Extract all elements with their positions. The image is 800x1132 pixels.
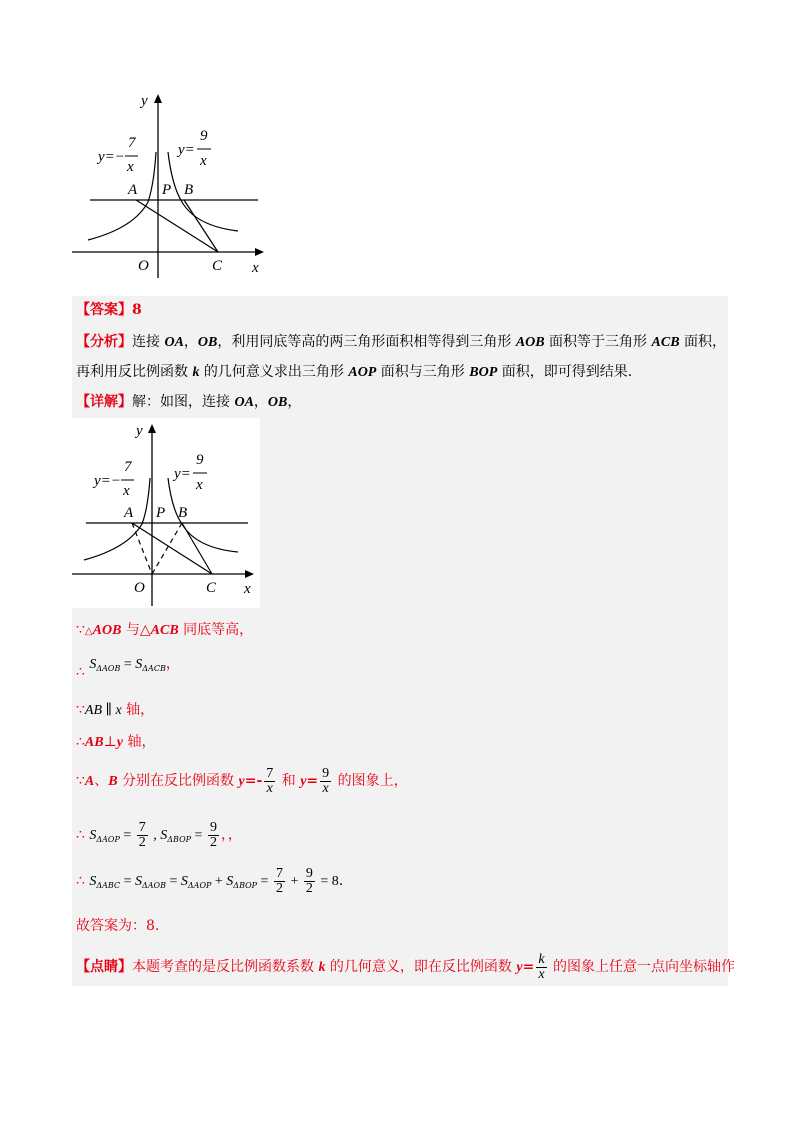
analysis-ob: OB — [197, 335, 218, 350]
therefore-symbol: ∴ — [76, 664, 85, 680]
fraction-den: x — [264, 781, 275, 796]
fig2-left-eq-lhs: y=− — [94, 473, 121, 489]
answer-tag: 【答案】 — [76, 302, 132, 318]
fraction-den: x — [320, 781, 331, 796]
analysis-sep: ， — [183, 334, 198, 350]
detail-text: ， — [287, 394, 302, 410]
step-2-text: ， — [165, 656, 180, 672]
step-5 — [76, 764, 408, 799]
fraction-den: 2 — [305, 880, 313, 896]
step-7-eq: = — [257, 874, 272, 889]
step-7-sub: ΔAOB — [141, 881, 166, 890]
fig1-left-eq-lhs: y=− — [98, 149, 125, 165]
because-symbol: ∵ — [76, 773, 85, 789]
fig1-right-eq-den: x — [200, 153, 207, 169]
analysis-text: 再利用反比例函数 — [76, 364, 193, 380]
therefore-symbol: ∴ — [76, 827, 85, 843]
answer-value: 8 — [132, 302, 142, 318]
analysis-text: ，利用同底等高的两三角形面积相等得到三角形 — [217, 334, 516, 350]
fraction-num: 9 — [322, 765, 330, 781]
step-7-sub: ΔBOP — [233, 881, 258, 890]
comment-text: 的几何意义，即在反比例函数 — [325, 959, 517, 975]
step-5-text: 和 — [277, 773, 301, 789]
answer-line — [76, 300, 142, 320]
fig2-label-a: A — [124, 505, 134, 521]
step-2-sub: ΔACB — [142, 664, 166, 673]
analysis-text: 面积等于三角形 — [544, 334, 652, 350]
fraction-den: 2 — [275, 880, 283, 896]
step-5-eq: = — [306, 773, 319, 789]
fig2-label-b: B — [178, 505, 188, 521]
figure-1 — [72, 88, 272, 288]
step-5-a: A — [84, 774, 95, 789]
because-symbol: ∵ — [76, 702, 85, 718]
step-7 — [76, 864, 343, 903]
step-1 — [76, 620, 253, 642]
final-answer — [76, 916, 159, 936]
analysis-bop: BOP — [469, 365, 498, 380]
fraction-7-over-2 — [137, 821, 148, 850]
step-7-result: = 8 — [316, 874, 339, 889]
fig2-label-p: P — [156, 505, 166, 521]
triangle-symbol: △ — [84, 626, 93, 637]
analysis-text: 的几何意义求出三角形 — [199, 364, 349, 380]
analysis-aob: AOB — [515, 335, 545, 350]
fig2-right-eq-lhs: y= — [174, 466, 191, 482]
step-6-eq: = — [191, 828, 206, 843]
fig2-segment-ob — [152, 523, 182, 574]
fig2-label-c: C — [206, 580, 217, 596]
fraction-den: 2 — [138, 834, 146, 850]
detail-ob: OB — [267, 395, 288, 410]
step-7-plus: + — [286, 874, 302, 889]
fig2-segment-oa — [132, 523, 152, 574]
step-7-eq: = — [120, 874, 135, 889]
comment-tag: 【点睛】 — [76, 959, 132, 975]
step-5-y: y — [300, 774, 307, 789]
fig2-segment-ac — [132, 523, 212, 574]
step-6 — [76, 818, 242, 857]
step-4 — [76, 732, 155, 753]
analysis-text: 面积， — [679, 334, 726, 350]
step-7-s: S — [226, 874, 234, 889]
figure-1-svg — [72, 88, 272, 288]
step-2-s: S — [89, 657, 97, 672]
step-3-x: x — [115, 703, 122, 718]
comment-y: y — [516, 960, 523, 975]
figure-2 — [72, 418, 260, 608]
detail-text: 解：如图，连接 — [132, 394, 235, 410]
fraction-9-over-x — [320, 767, 331, 796]
step-5-b: B — [108, 774, 118, 789]
detail-tag: 【详解】 — [76, 394, 132, 410]
analysis-k: k — [192, 365, 200, 380]
fraction-num: 7 — [138, 819, 146, 835]
step-1-text: 与△ — [121, 622, 151, 638]
fraction-neg7-over-x — [264, 767, 275, 796]
step-7-s: S — [134, 874, 142, 889]
fraction-7-over-2 — [274, 867, 285, 896]
fig1-x-arrow — [255, 248, 264, 256]
step-7-plus: + — [211, 874, 227, 889]
fraction-num: k — [538, 951, 545, 967]
fig2-left-eq-den: x — [123, 483, 130, 499]
step-7-sub: ΔABC — [96, 881, 121, 890]
fig1-curve-left — [88, 152, 156, 240]
step-3 — [76, 700, 154, 721]
perpendicular-symbol: ⊥ — [103, 734, 117, 750]
step-4-text: 轴， — [123, 734, 156, 750]
step-6-sub: ΔBOP — [167, 835, 192, 844]
step-2-eq: = — [120, 657, 136, 672]
analysis-line-1 — [76, 332, 726, 353]
fig1-left-eq-num: 7 — [128, 135, 136, 151]
fraction-den: x — [538, 966, 545, 982]
analysis-line-2 — [76, 362, 632, 383]
comment-line — [76, 950, 735, 985]
fig1-right-eq-lhs: y= — [178, 142, 195, 158]
step-6-s: S — [160, 828, 168, 843]
fig1-label-p: P — [162, 182, 172, 198]
fig2-label-x: x — [244, 581, 251, 597]
fraction-num: 9 — [209, 819, 217, 835]
step-2-sub: ΔAOB — [96, 664, 121, 673]
therefore-symbol: ∴ — [76, 873, 85, 889]
step-7-s: S — [180, 874, 188, 889]
step-3-text: 轴， — [121, 702, 155, 718]
fig2-x-arrow — [245, 570, 254, 578]
fraction-num: 7 — [266, 765, 274, 781]
analysis-text: 面积与三角形 — [376, 364, 470, 380]
step-3-ab: AB — [84, 703, 103, 718]
parallel-symbol: ∥ — [102, 703, 116, 718]
analysis-tag: 【分析】 — [76, 334, 132, 350]
figure-2-svg — [72, 418, 260, 608]
fig1-label-x: x — [252, 260, 259, 276]
step-2 — [76, 652, 180, 684]
fig2-y-arrow — [148, 424, 156, 433]
comment-eq: = — [522, 959, 535, 975]
fig1-left-eq-den: x — [127, 159, 134, 175]
step-6-comma: , — [149, 828, 161, 843]
step-1-text: 同底等高， — [178, 622, 254, 638]
comment-text: 本题考查的是反比例函数系数 — [132, 959, 319, 975]
fig1-right-eq-num: 9 — [200, 128, 208, 144]
analysis-oa: OA — [164, 335, 184, 350]
step-6-sub: ΔAOP — [96, 835, 120, 844]
step-2-s: S — [135, 657, 143, 672]
fig1-y-arrow — [154, 94, 162, 103]
fraction-num: 7 — [275, 865, 283, 881]
fig2-right-eq-den: x — [196, 477, 203, 493]
fig1-label-b: B — [184, 182, 194, 198]
detail-sep: ， — [253, 394, 268, 410]
fig2-label-o: O — [134, 580, 145, 596]
final-answer-text: 故答案为：8. — [76, 918, 160, 934]
fig1-label-y: y — [141, 93, 148, 109]
fig1-label-c: C — [212, 258, 223, 274]
fig1-segment-ac — [136, 200, 218, 252]
fraction-9-over-2 — [208, 821, 219, 850]
analysis-text: 连接 — [132, 334, 165, 350]
fig2-curve-left — [84, 478, 150, 560]
step-1-acb: ACB — [150, 623, 179, 638]
detail-oa: OA — [234, 395, 254, 410]
analysis-acb: ACB — [651, 335, 680, 350]
comment-k: k — [318, 960, 326, 975]
fraction-num: 9 — [305, 865, 313, 881]
therefore-symbol: ∴ — [76, 734, 85, 750]
step-6-eq: = — [119, 828, 135, 843]
fig1-label-o: O — [138, 258, 149, 274]
fraction-den: 2 — [209, 834, 217, 850]
step-7-text: . — [338, 873, 344, 889]
step-4-ab: AB — [84, 735, 104, 750]
fraction-k-over-x — [536, 953, 546, 982]
fig2-right-eq-num: 9 — [196, 452, 204, 468]
fraction-9-over-2 — [304, 867, 315, 896]
step-5-eq: =- — [244, 773, 263, 789]
detail-line — [76, 392, 301, 413]
step-7-eq: = — [165, 874, 181, 889]
step-6-text: ，， — [220, 827, 242, 843]
because-symbol: ∵ — [76, 622, 85, 638]
step-5-text: 分别在反比例函数 — [117, 773, 239, 789]
fig2-left-eq-num: 7 — [124, 459, 132, 475]
step-6-s: S — [89, 828, 97, 843]
step-7-sub: ΔAOP — [187, 881, 212, 890]
step-5-y: y — [238, 774, 245, 789]
fig2-label-y: y — [136, 423, 143, 439]
step-4-y: y — [116, 735, 123, 750]
step-5-text: 的图象上， — [333, 773, 408, 789]
step-1-aob: AOB — [92, 623, 122, 638]
fig1-label-a: A — [128, 182, 138, 198]
analysis-aop: AOP — [348, 365, 377, 380]
step-7-s: S — [89, 874, 97, 889]
analysis-text: 面积，即可得到结果. — [497, 364, 633, 380]
fig2-segment-bc — [182, 523, 212, 574]
step-5-sep: 、 — [94, 773, 109, 789]
comment-text: 的图象上任意一点向坐标轴作 — [548, 959, 735, 975]
